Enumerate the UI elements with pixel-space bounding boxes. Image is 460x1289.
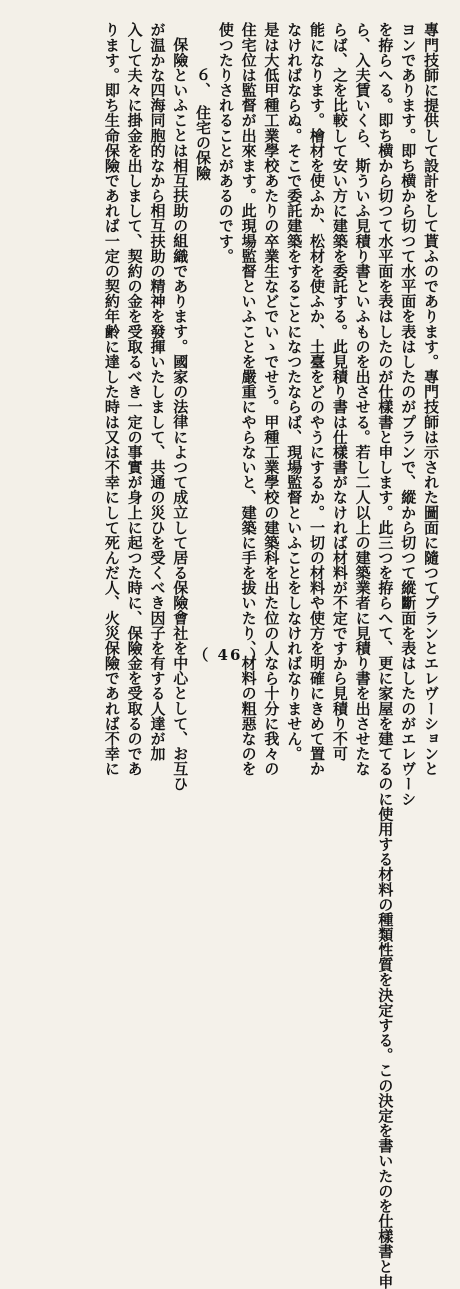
text-column: 入して夫々に掛金を出しまして、契約の金を受取るべき一定の事實が身上に起つた時に、保險金を受取るのであ xyxy=(125,22,144,776)
text-column: ら、入夫賃いくら、斯ういふ見積り書といふものを出させる。若し二人以上の建築業者に見積り書を出させたな xyxy=(353,22,372,776)
text-column: ヨンであります。即ち横から切つて水平面を表はしたのがプランで、縱から切つて縱斷面を表はしたのがエレヴーシ xyxy=(399,22,418,807)
text-column: 專門技師に提供して設計をして貰ふのであります。專門技師は示された圖面に隨つてプランとエレヴーションと xyxy=(422,22,440,776)
text-column: ります。即ち生命保險であれば一定の契約年齢に達した時は又は不幸にして死んだ人、火災保險であれば不幸に xyxy=(102,22,121,776)
text-column: 住宅位は監督が出來ます。此現場監督といふことを嚴重にやらないと、建築に手を拔いたり、材料の粗惡なのを xyxy=(239,22,258,776)
section-heading: ６、 住宅の保險 xyxy=(194,67,213,181)
text-column: を拵らへる。即ち横から切つて水平面を表はしたのが仕樣書と申します。此三つを拵らへて、更に家屋を建てるのに使用する材料の種類性質を決定する。この決定を書いたのを仕樣書と申 xyxy=(376,22,395,1289)
text-column: 是は大低甲種工業學校あたりの卒業生などでいゝでせう。甲種工業學校の建築科を出た位の人なら十分に我々の xyxy=(262,22,281,776)
text-column: 能になります。檜材を使ふか、松材を使ふか、土臺をどのやうにするか。一切の材料や使方を明確にきめて置か xyxy=(308,22,327,776)
page-number: （ 46 ） xyxy=(193,646,267,664)
text-column: らば、之を比較して安い方に建築を委託する。此見積り書は仕樣書がなければ材料が不定ですから見積り不可 xyxy=(330,22,349,761)
text-column: 保險といふことは相互扶助の組織であります。國家の法律によつて成立して居る保險會社を中心として、お互ひ xyxy=(171,37,190,791)
text-column: 使つたりされることがあるのです。 xyxy=(216,22,235,264)
text-column: なければならぬ。そこで委託建築をすることになつたならば、現場監督といふことをしなければなりません。 xyxy=(285,22,304,761)
text-column: が温かな四海同胞的なから相互扶助の精神を發揮いたしまして、共通の災ひを受くべき因子を有する人達が加 xyxy=(148,22,167,761)
